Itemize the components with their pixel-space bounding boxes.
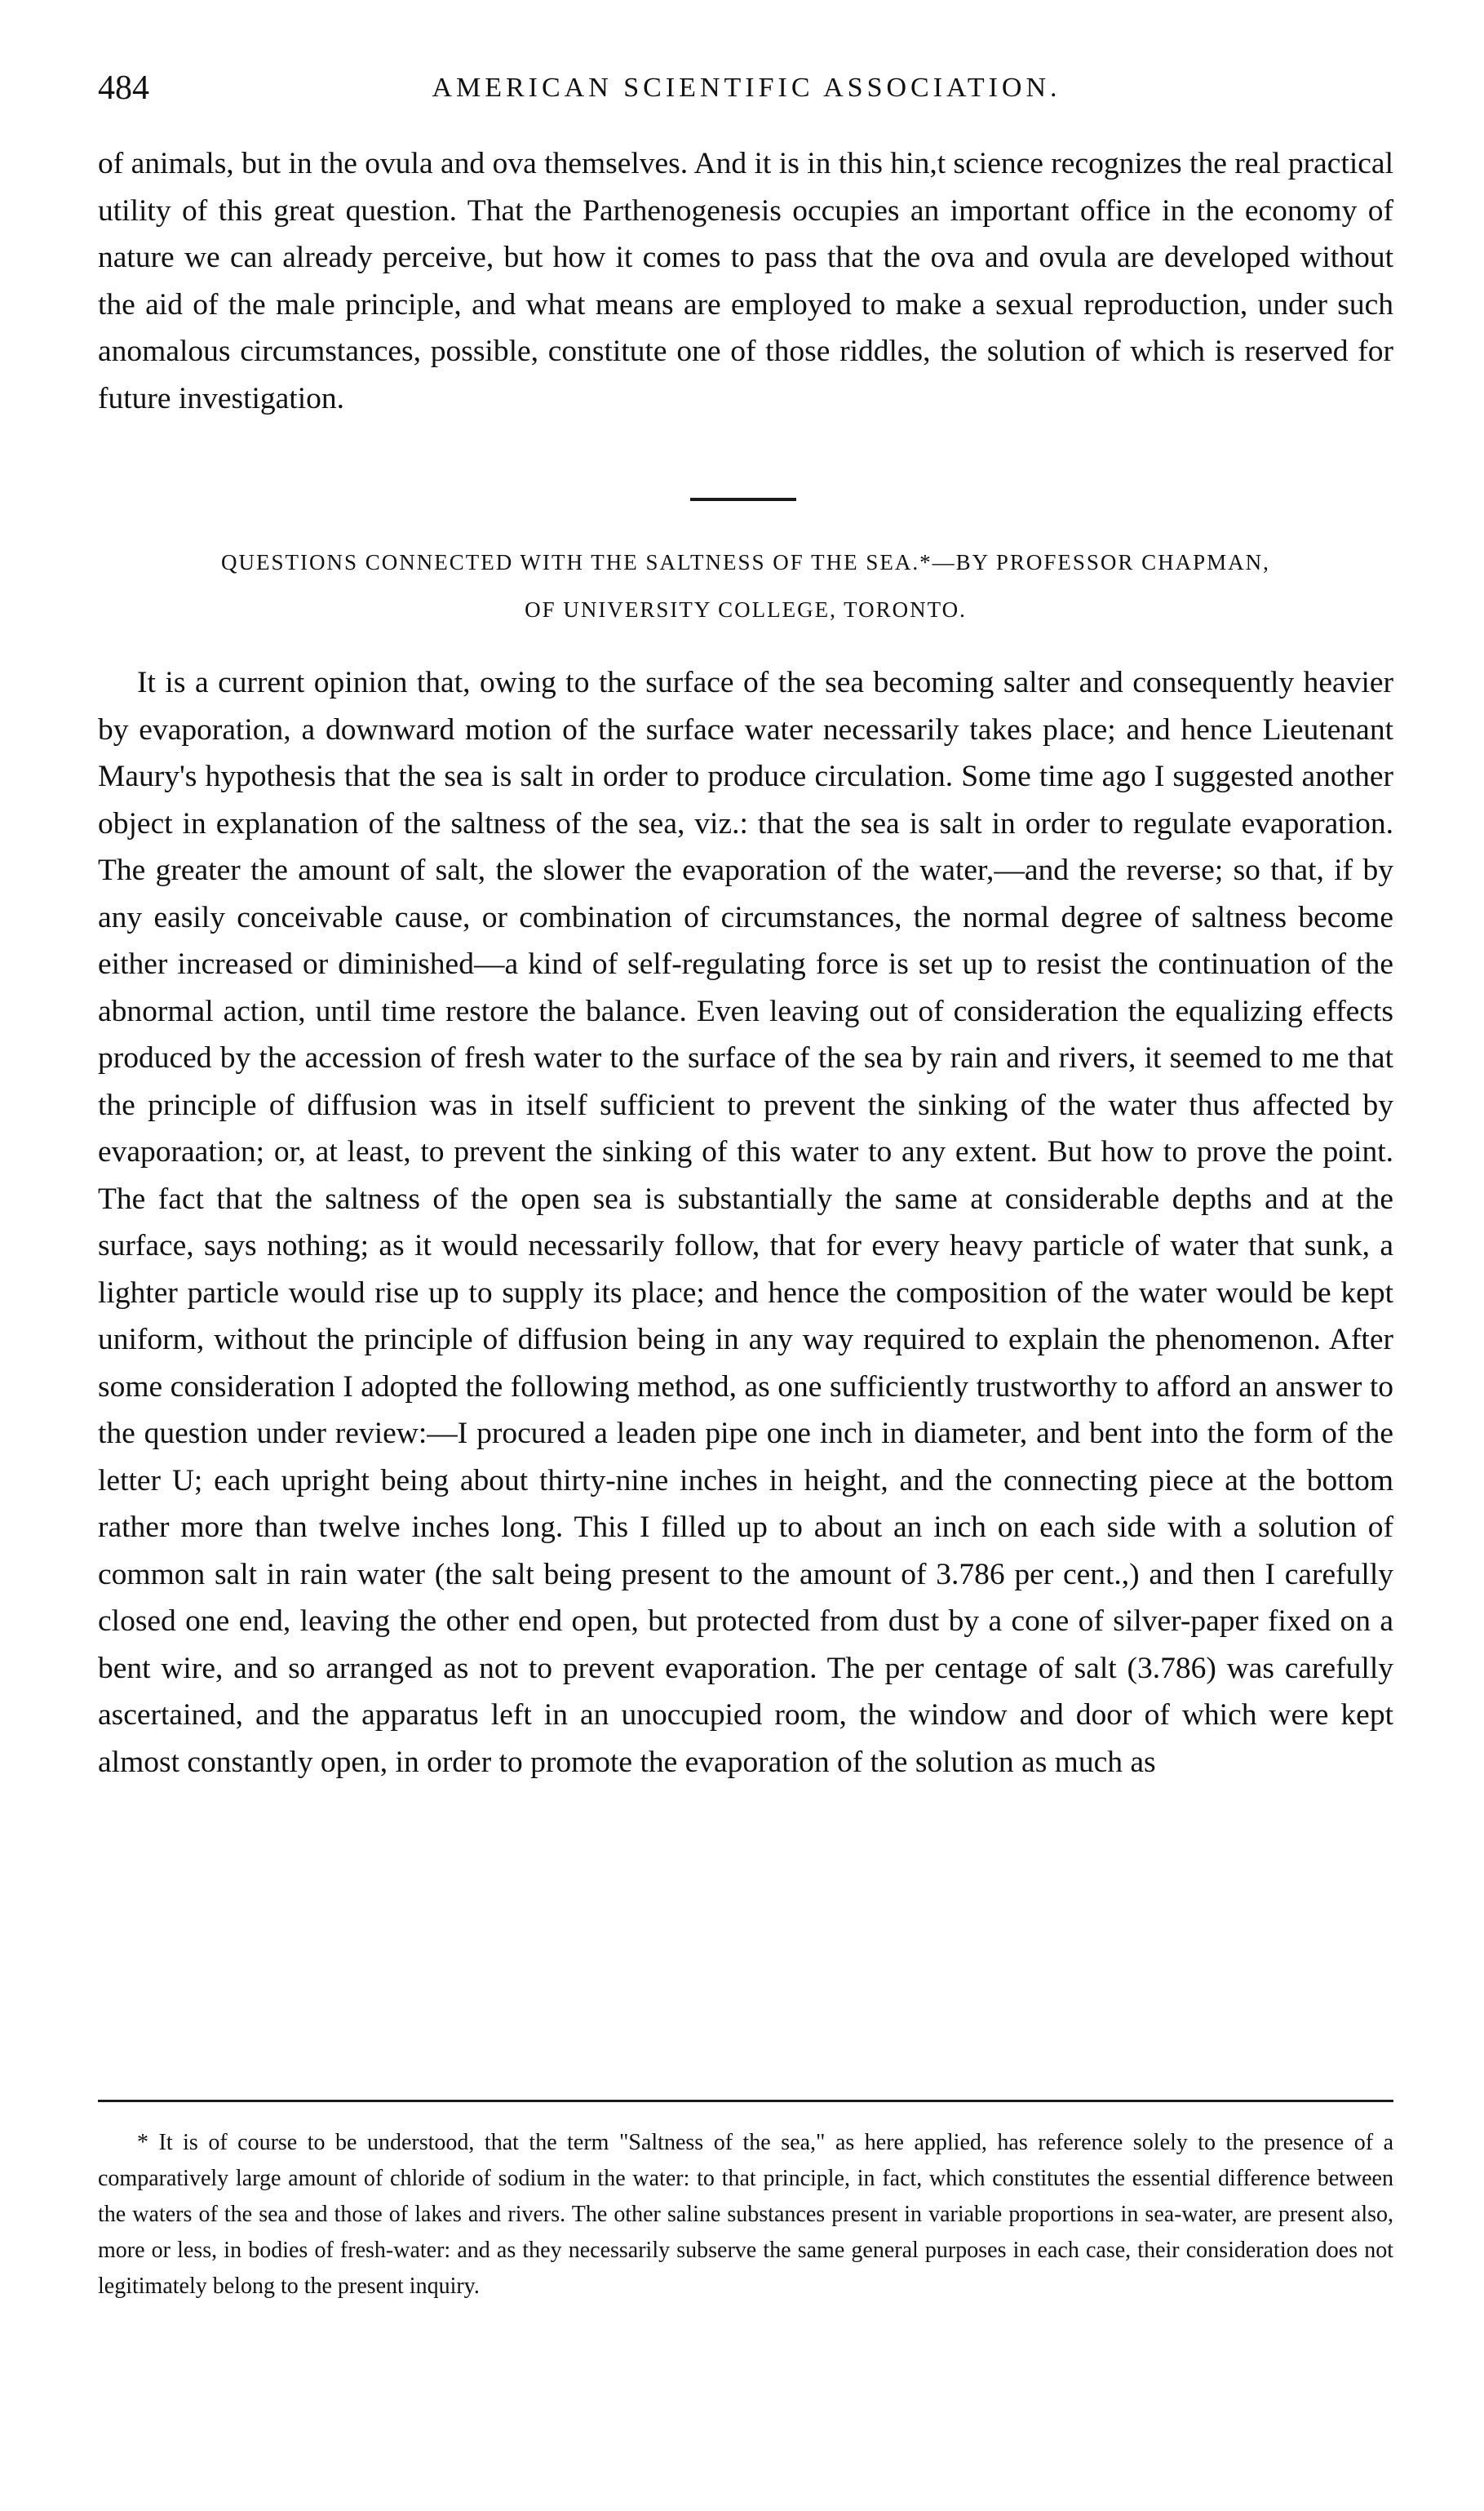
article-body-paragraph: It is a current opinion that, owing to the surface of the sea becoming salter and consequently heavier by evaporation, a downward motion of the surface water necessarily takes place; and hence Lieutenant Maury's hypothesis that the sea is salt in order to produce circulation. Some time ago I suggested another object in explanation of the saltness of the sea, viz.: that the sea is salt in order to regulate evaporation. The greater the amount of salt, the slower the evaporation of the water,—and the reverse; so that, if by any easily conceivable cause, or combination of circumstances, the normal degree of saltness become either increased or diminished—a kind of self-regulating force is set up to resist the continuation of the abnormal action, until time restore the balance. Even leaving out of consideration the equalizing effects produced by the accession of fresh water to the surface of the sea by rain and rivers, it seemed to me that the principle of diffusion was in itself sufficient to prevent the sinking of the water thus affected by evaporaation; or, at least, to prevent the sinking of this water to any extent. But how to prove the point. The fact that the saltness of the open sea is substantially the same at considerable depths and at the surface, says nothing; as it would necessarily follow, that for every heavy particle of water that sunk, a lighter particle would rise up to supply its place; and hence the composition of the water would be kept uniform, without the principle of diffusion being in any way required to explain the phenomenon. After some consideration I adopted the following method, as one sufficiently trustworthy to afford an answer to the question under review:—I procured a leaden pipe one inch in diameter, and bent into the form of the letter U; each upright being about thirty-nine inches in height, and the connecting piece at the bottom rather more than twelve inches long. This I filled up to about an inch on each side with a solution of common salt in rain water (the salt being present to the amount of 3.786 per cent.,) and then I carefully closed one end, leaving the other end open, but protected from dust by a cone of silver-paper fixed on a bent wire, and so arranged as not to prevent evaporation. The per centage of salt (3.786) was carefully ascertained, and the apparatus left in an unoccupied room, the window and door of which were kept almost constantly open, in order to promote the evaporation of the solution as much as xyxy=(98,666,1393,1779)
footnote: * It is of course to be understood, that the term "Saltness of the sea," as here applied, has reference solely to the presence of a comparatively large amount of chloride of sodium in the water: to that principle, in fact, which constitutes the essential difference between the waters of the sea and those of lakes and rivers. The other saline substances present in variable proportions in sea-water, are present also, more or less, in bodies of fresh-water: and as they necessarily subserve the same general purposes in each case, their consideration does not legitimately belong to the present inquiry. xyxy=(98,2130,1393,2299)
continuation-paragraph: of animals, but in the ovula and ova themselves. And it is in this hin,t science recognizes the real practical utility of this great question. That the Parthenogenesis occupies an important office in the economy of nature we can already perceive, but how it comes to pass that the ova and ovula are developed without the aid of the male principle, and what means are employed to make a sexual reproduction, under such anomalous circumstances, possible, constitute one of those riddles, the solution of which is reserved for future investigation. xyxy=(98,147,1393,415)
article-heading xyxy=(98,539,1393,633)
footnote-rule xyxy=(98,2100,1393,2102)
section-divider xyxy=(690,498,796,501)
article-heading-line-2: OF UNIVERSITY COLLEGE, TORONTO. xyxy=(525,597,967,622)
running-title: AMERICAN SCIENTIFIC ASSOCIATION. xyxy=(432,73,1061,103)
page-number: 484 xyxy=(98,69,149,107)
running-head xyxy=(98,64,1395,113)
article-heading-line-1: QUESTIONS CONNECTED WITH THE SALTNESS OF THE SEA.*—BY PROFESSOR CHAPMAN, xyxy=(221,550,1270,575)
